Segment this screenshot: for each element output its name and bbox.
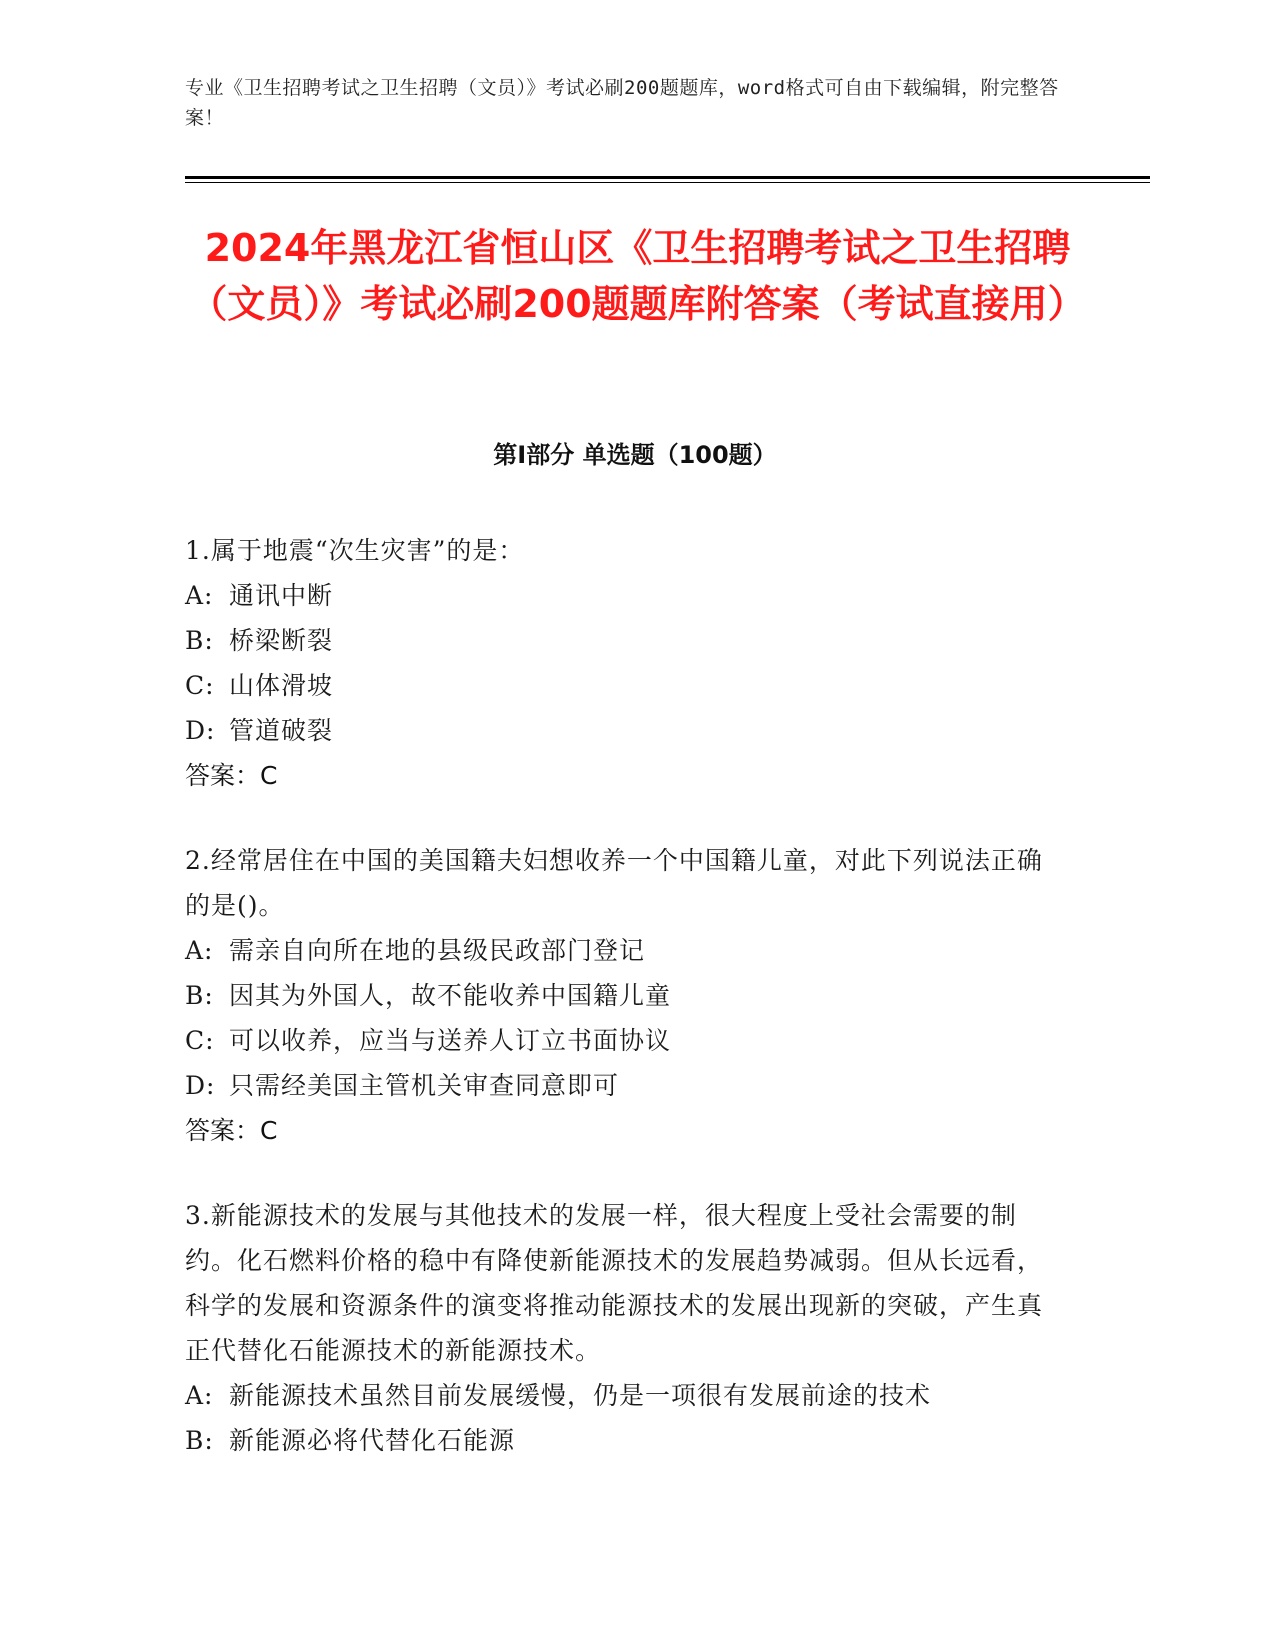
option-d (185, 708, 1065, 753)
option-key: A: (185, 581, 214, 610)
header-rule-thick (185, 176, 1150, 179)
question-text: 3.新能源技术的发展与其他技术的发展一样，很大程度上受社会需要的制约。化石燃料价格的稳中有降使新能源技术的发展趋势减弱。但从长远看，科学的发展和资源条件的演变将推动能源技术的发展出现新的突破，产生真正代替化石能源技术的新能源技术。 (185, 1201, 1044, 1365)
question-text: 2.经常居住在中国的美国籍夫妇想收养一个中国籍儿童，对此下列说法正确的是()。 (185, 846, 1043, 920)
header-rule-thin (185, 182, 1150, 183)
option-key: A: (185, 936, 214, 965)
option-text: 新能源技术虽然目前发展缓慢，仍是一项很有发展前途的技术 (229, 1381, 932, 1410)
option-key: D: (185, 1071, 216, 1100)
option-key: C: (185, 671, 215, 700)
document-title: 2024年黑龙江省恒山区《卫生招聘考试之卫生招聘（文员）》考试必刷200题题库附答案（考试直接用） (189, 226, 1086, 326)
option-key: A: (185, 1381, 214, 1410)
option-text: 桥梁断裂 (229, 626, 334, 655)
option-text: 需亲自向所在地的县级民政部门登记 (229, 936, 646, 965)
option-b (185, 618, 1065, 663)
option-key: D: (185, 716, 216, 745)
option-a (185, 928, 1065, 973)
option-text: 只需经美国主管机关审查同意即可 (229, 1071, 620, 1100)
answer-line: 答案：C (185, 1116, 278, 1145)
option-text: 山体滑坡 (229, 671, 334, 700)
option-d (185, 1063, 1065, 1108)
section-title: 第Ⅰ部分 单选题（100题） (493, 441, 777, 469)
option-text: 通讯中断 (229, 581, 334, 610)
option-c (185, 663, 1065, 708)
question-item (185, 838, 1065, 1153)
option-a (185, 573, 1065, 618)
question-list (185, 528, 1065, 1503)
question-text: 1.属于地震“次生灾害”的是： (185, 536, 525, 565)
option-b (185, 973, 1065, 1018)
option-b (185, 1418, 1065, 1463)
option-text: 管道破裂 (229, 716, 334, 745)
option-text: 新能源必将代替化石能源 (229, 1426, 516, 1455)
option-key: B: (185, 1426, 214, 1455)
option-text: 因其为外国人，故不能收养中国籍儿童 (229, 981, 672, 1010)
option-key: B: (185, 981, 214, 1010)
option-a (185, 1373, 1065, 1418)
question-item (185, 528, 1065, 798)
option-key: B: (185, 626, 214, 655)
question-item (185, 1193, 1065, 1463)
header-note: 专业《卫生招聘考试之卫生招聘（文员）》考试必刷200题题库，word格式可自由下载编辑，附完整答案！ (185, 77, 1059, 129)
option-key: C: (185, 1026, 215, 1055)
answer-line: 答案：C (185, 761, 278, 790)
option-c (185, 1018, 1065, 1063)
option-text: 可以收养，应当与送养人订立书面协议 (229, 1026, 672, 1055)
